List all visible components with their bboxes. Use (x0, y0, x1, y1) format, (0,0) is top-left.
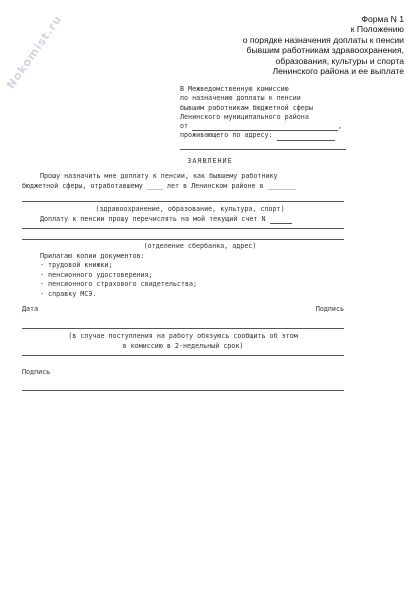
obligation-line: в комиссию в 2-недельный срок) (122, 342, 244, 350)
from-row: от , (180, 122, 343, 131)
attachment-item: - трудовой книжки; (40, 261, 113, 269)
attachment-item: - справку МСЭ. (40, 289, 97, 298)
addressee-line: Ленинского муниципального района (180, 112, 309, 121)
date-label: Дата (22, 305, 39, 313)
sphere-line[interactable] (22, 201, 344, 202)
account-line[interactable] (22, 228, 344, 229)
bank-hint: (отделение сбербанка, адрес) (143, 242, 257, 250)
addressee-line: бывшим работникам бюджетной сферы (180, 103, 313, 112)
residence-field[interactable] (277, 133, 335, 141)
sphere-hint: (здравоохранение, образование, культура, спорт) (95, 205, 285, 213)
addressee-line: В Межведомственную комиссию (180, 85, 289, 93)
header-line: о порядке назначения доплаты к пенсии (242, 34, 404, 45)
obligation-line-rule[interactable] (22, 355, 344, 356)
header-line: образования, культуры и спорта (275, 55, 404, 66)
transfer-row (22, 215, 344, 225)
residence-row (180, 131, 352, 140)
header-line: Ленинского района и ее выплате (272, 66, 404, 77)
request-paragraph (22, 172, 344, 191)
header-line: Форма N 1 (361, 14, 404, 24)
date-signature-row (22, 305, 344, 313)
watermark: Nokomist.ru (4, 12, 65, 92)
account-number-field[interactable] (270, 216, 292, 224)
date-signature-line[interactable] (22, 328, 344, 329)
transfer-text: Доплату к пенсии прошу перечислять на мой текущий счет N (40, 214, 266, 223)
address-field[interactable] (180, 142, 346, 150)
request-line: Прошу назначить мне доплату к пенсии, как бывшему работнику (40, 172, 278, 180)
attachment-item: - пенсионного удостоверения; (40, 270, 153, 279)
signature-label: Подпись (315, 305, 344, 313)
transfer-block (22, 205, 344, 224)
document-title: ЗАЯВЛЕНИЕ (187, 157, 233, 165)
header-line: к Положению (350, 24, 404, 35)
final-signature-line[interactable] (22, 390, 344, 391)
final-signature-label: Подпись (22, 368, 51, 376)
bank-line[interactable] (22, 239, 344, 240)
attachments-block (22, 242, 344, 299)
request-line: бюджетной сферы, отработавшему ____ лет в Ленинском районе в _______ (22, 181, 296, 190)
address-row (180, 141, 352, 150)
form-header (184, 14, 404, 76)
from-name-field[interactable] (192, 123, 338, 131)
obligation-block (22, 331, 344, 351)
addressee-block (180, 85, 352, 150)
attachments-title: Прилагаю копии документов: (40, 251, 145, 260)
attachment-item: - пенсионного страхового свидетельства; (40, 280, 198, 288)
from-label: от (180, 122, 189, 131)
header-line: бывшим работникам здравоохранения, (246, 45, 404, 56)
obligation-line: (в случае поступления на работу обязуюсь сообщить об этом (68, 332, 298, 340)
residence-label: проживающего по адресу: (180, 131, 273, 140)
addressee-line: по назначению доплаты к пенсии (180, 94, 301, 103)
